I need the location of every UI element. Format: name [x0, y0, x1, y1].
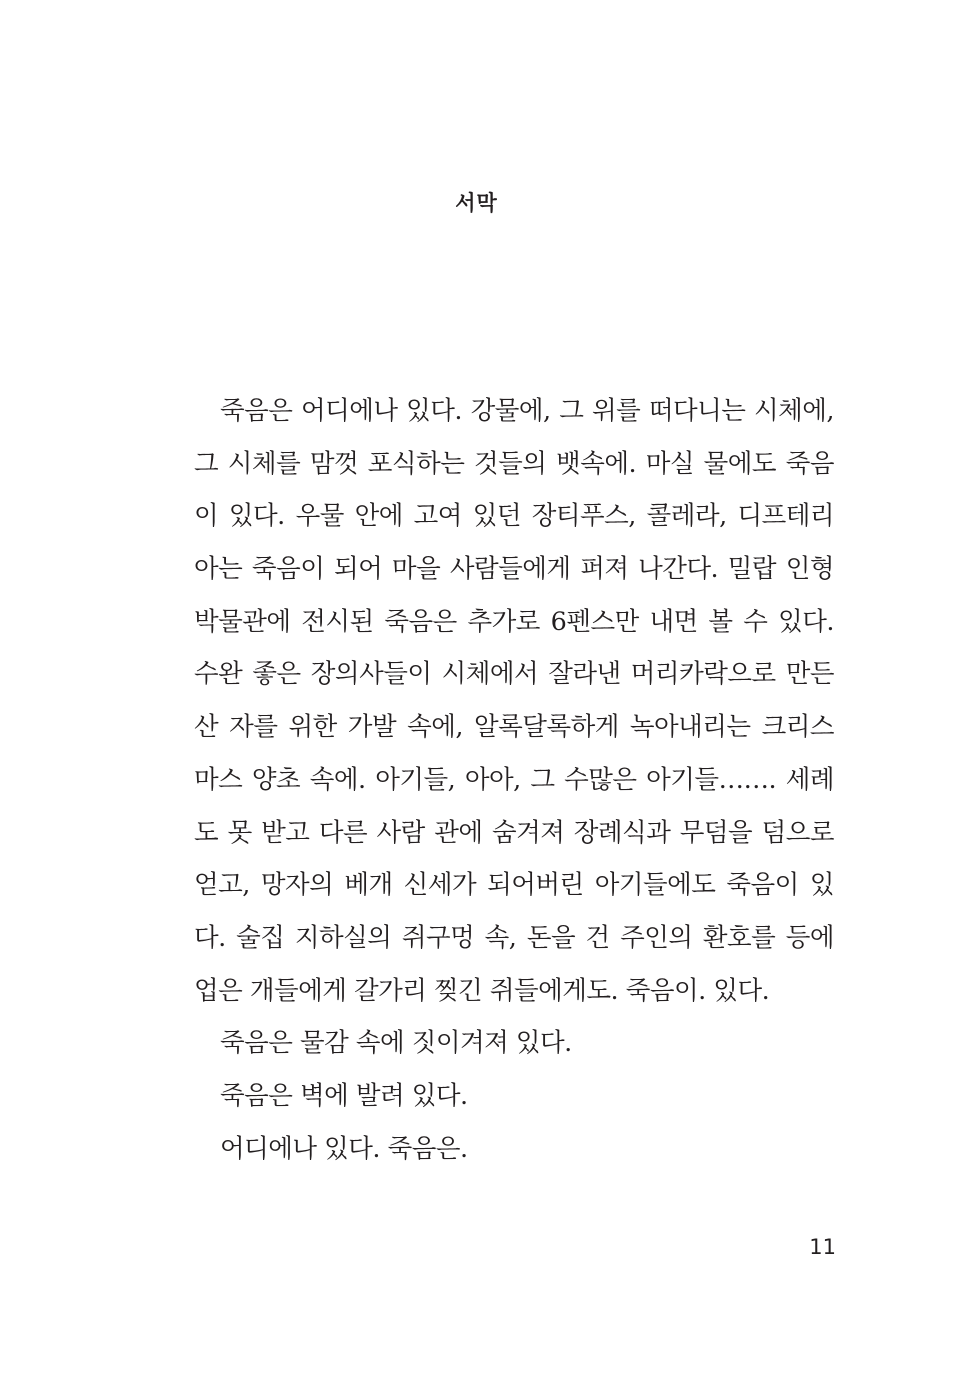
- paragraph-line: 이 있다. 우물 안에 고여 있던 장티푸스, 콜레라, 디프테리: [194, 501, 834, 532]
- paragraph-line: 산 자를 위한 가발 속에, 알록달록하게 녹아내리는 크리스: [194, 712, 834, 743]
- paragraph-line: 마스 양초 속에. 아기들, 아아, 그 수많은 아기들……. 세례: [194, 764, 834, 795]
- paragraph-line: 박물관에 전시된 죽음은 추가로 6펜스만 내면 볼 수 있다.: [194, 606, 834, 637]
- body-text: [194, 391, 834, 1181]
- paragraph-line: 도 못 받고 다른 사람 관에 숨겨져 장례식과 무덤을 덤으로: [194, 817, 834, 848]
- paragraph-line: 그 시체를 맘껏 포식하는 것들의 뱃속에. 마실 물에도 죽음: [194, 448, 834, 479]
- paragraph-line: 아는 죽음이 되어 마을 사람들에게 퍼져 나간다. 밀랍 인형: [194, 554, 834, 585]
- paragraph-line: 업은 개들에게 갈가리 찢긴 쥐들에게도. 죽음이. 있다.: [194, 975, 770, 1006]
- page-number: 11: [809, 1235, 836, 1259]
- paragraph-line: 얻고, 망자의 베개 신세가 되어버린 아기들에도 죽음이 있: [194, 870, 834, 901]
- paragraph-line: 죽음은 물감 속에 짓이겨져 있다.: [220, 1028, 572, 1059]
- paragraph-line: 죽음은 어디에나 있다. 강물에, 그 위를 떠다니는 시체에,: [220, 396, 834, 426]
- paragraph-line: 수완 좋은 장의사들이 시체에서 잘라낸 머리카락으로 만든: [194, 659, 834, 690]
- chapter-title: 서막: [455, 191, 498, 215]
- paragraph-line: 죽음은 벽에 발려 있다.: [220, 1080, 468, 1111]
- paragraph-line: 어디에나 있다. 죽음은.: [220, 1133, 468, 1164]
- paragraph-line: 다. 술집 지하실의 쥐구멍 속, 돈을 건 주인의 환호를 등에: [194, 922, 834, 953]
